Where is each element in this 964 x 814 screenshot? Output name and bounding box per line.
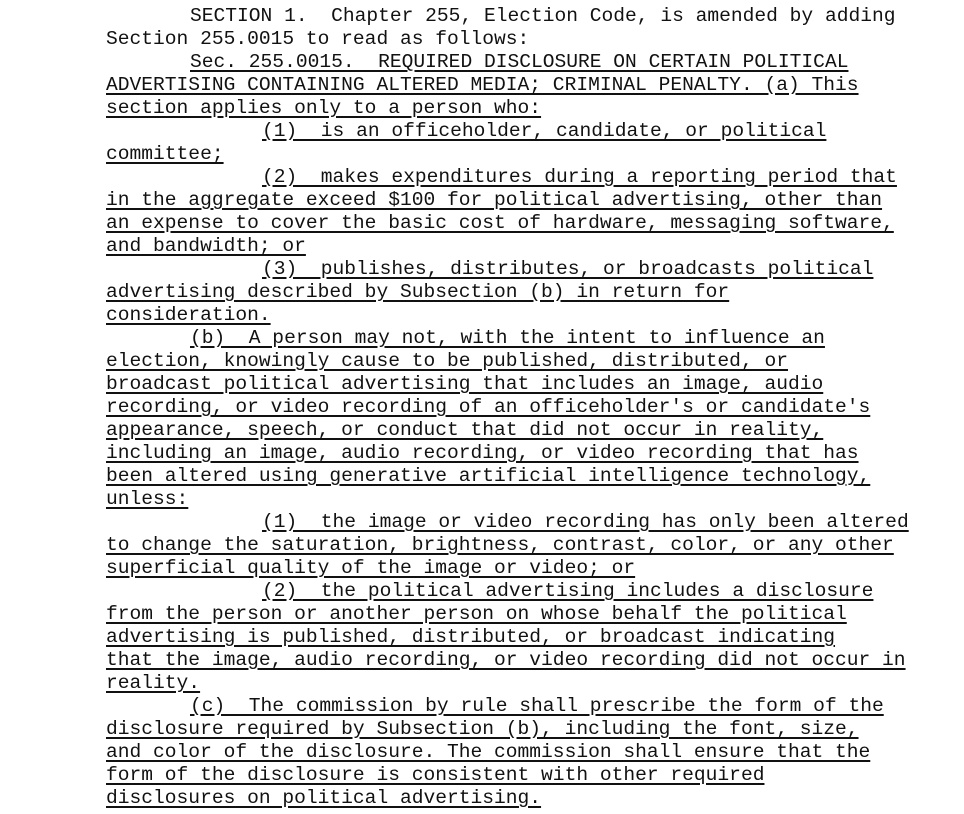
- text-line: Section 255.0015 to read as follows:: [106, 28, 530, 50]
- text-line: consideration.: [106, 304, 271, 326]
- text-line: unless:: [106, 488, 189, 510]
- text-line: been altered using generative artificial intelligence technology,: [106, 465, 871, 487]
- text-line: an expense to cover the basic cost of hardware, messaging software,: [106, 212, 894, 234]
- text-line: advertising described by Subsection (b) in return for: [106, 281, 730, 303]
- text-line: reality.: [106, 672, 201, 694]
- text-line: (3) publishes, distributes, or broadcasts political: [262, 258, 874, 280]
- text-line: including an image, audio recording, or video recording that has: [106, 442, 859, 464]
- text-line: (c) The commission by rule shall prescribe the form of the: [190, 695, 884, 717]
- text-line: committee;: [106, 143, 224, 165]
- text-line: and bandwidth; or: [106, 235, 306, 257]
- text-line: recording, or video recording of an officeholder's or candidate's: [106, 396, 871, 418]
- text-line: disclosures on political advertising.: [106, 787, 542, 809]
- text-line: SECTION 1. Chapter 255, Election Code, is amended by adding: [190, 5, 896, 27]
- text-line: form of the disclosure is consistent with other required: [106, 764, 765, 786]
- text-line: Sec. 255.0015. REQUIRED DISCLOSURE ON CERTAIN POLITICAL: [190, 51, 849, 73]
- text-line: advertising is published, distributed, or broadcast indicating: [106, 626, 836, 648]
- text-line: and color of the disclosure. The commission shall ensure that the: [106, 741, 871, 763]
- text-line: ADVERTISING CONTAINING ALTERED MEDIA; CRIMINAL PENALTY. (a) This: [106, 74, 859, 96]
- text-line: that the image, audio recording, or video recording did not occur in: [106, 649, 906, 671]
- text-line: election, knowingly cause to be published, distributed, or: [106, 350, 788, 372]
- text-line: disclosure required by Subsection (b), including the font, size,: [106, 718, 859, 740]
- text-line: to change the saturation, brightness, contrast, color, or any other: [106, 534, 894, 556]
- text-line: appearance, speech, or conduct that did not occur in reality,: [106, 419, 824, 441]
- text-line: section applies only to a person who:: [106, 97, 542, 119]
- text-line: from the person or another person on whose behalf the political: [106, 603, 847, 625]
- text-line: broadcast political advertising that includes an image, audio: [106, 373, 824, 395]
- text-line: (2) the political advertising includes a disclosure: [262, 580, 874, 602]
- text-line: (b) A person may not, with the intent to influence an: [190, 327, 825, 349]
- text-line: superficial quality of the image or video; or: [106, 557, 636, 579]
- text-line: in the aggregate exceed $100 for political advertising, other than: [106, 189, 883, 211]
- text-line: (1) is an officeholder, candidate, or political: [262, 120, 827, 142]
- text-line: (2) makes expenditures during a reporting period that: [262, 166, 897, 188]
- text-line: (1) the image or video recording has only been altered: [262, 511, 909, 533]
